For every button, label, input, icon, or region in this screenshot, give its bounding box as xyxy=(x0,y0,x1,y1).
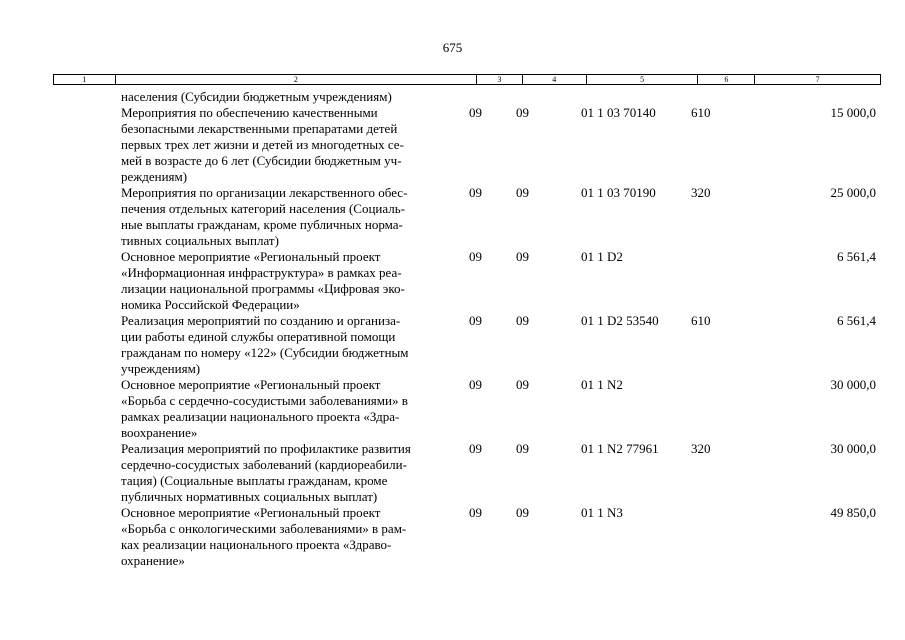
header-cell-3: 3 xyxy=(477,75,523,84)
amount: 6 561,4 xyxy=(837,313,876,328)
description-line: номика Российской Федерации» xyxy=(121,297,300,312)
amount: 49 850,0 xyxy=(830,505,876,520)
description-line: Реализация мероприятий по созданию и организа- xyxy=(121,313,401,328)
header-cell-2: 2 xyxy=(116,75,477,84)
page-number: 675 xyxy=(442,40,463,55)
description-line: Реализация мероприятий по профилактике развития xyxy=(121,441,411,456)
description-line: «Информационная инфраструктура» в рамках реа- xyxy=(121,265,402,280)
description-line: рамках реализации национального проекта «Здра- xyxy=(121,409,400,424)
amount: 6 561,4 xyxy=(837,249,876,264)
amount: 25 000,0 xyxy=(830,185,876,200)
expense-type-code: 320 xyxy=(691,441,711,456)
description-line: Мероприятия по обеспечению качественными xyxy=(121,105,378,120)
table-row xyxy=(0,89,905,105)
row-description xyxy=(121,105,461,185)
table-row xyxy=(0,377,905,441)
header-cell-1: 1 xyxy=(54,75,116,84)
description-line: гражданам по номеру «122» (Субсидии бюджетным xyxy=(121,345,409,360)
description-line: Мероприятия по организации лекарственного обес- xyxy=(121,185,408,200)
description-line: тивных социальных выплат) xyxy=(121,233,279,248)
description-line: лизации национальной программы «Цифровая эко- xyxy=(121,281,405,296)
description-line: печения отдельных категорий населения (Социаль- xyxy=(121,201,405,216)
target-article-code: 01 1 03 70140 xyxy=(581,105,656,120)
header-cell-4: 4 xyxy=(523,75,587,84)
description-line: Основное мероприятие «Региональный проект xyxy=(121,249,381,264)
header-cell-7: 7 xyxy=(815,75,820,84)
subsection-code: 09 xyxy=(516,505,529,520)
table-row xyxy=(0,105,905,185)
target-article-code: 01 1 N2 77961 xyxy=(581,441,659,456)
header-cell-5: 5 xyxy=(587,75,699,84)
description-line: ные выплаты гражданам, кроме публичных норма- xyxy=(121,217,403,232)
row-description xyxy=(121,377,461,441)
target-article-code: 01 1 N2 xyxy=(581,377,623,392)
row-description xyxy=(121,441,461,505)
subsection-code: 09 xyxy=(516,313,529,328)
table-row xyxy=(0,505,905,569)
table-row xyxy=(0,185,905,249)
description-line: ках реализации национального проекта «Здраво- xyxy=(121,537,392,552)
section-code: 09 xyxy=(469,441,482,456)
row-description xyxy=(121,185,461,249)
table-row xyxy=(0,313,905,377)
section-code: 09 xyxy=(469,313,482,328)
table-header-row xyxy=(53,74,881,85)
description-line: воохранение» xyxy=(121,425,198,440)
description-line: «Борьба с сердечно-сосудистыми заболеваниями» в xyxy=(121,393,408,408)
description-line: «Борьба с онкологическими заболеваниями» в рам- xyxy=(121,521,407,536)
target-article-code: 01 1 D2 xyxy=(581,249,623,264)
description-line: публичных нормативных социальных выплат) xyxy=(121,489,378,504)
subsection-code: 09 xyxy=(516,377,529,392)
section-code: 09 xyxy=(469,505,482,520)
description-line: охранение» xyxy=(121,553,185,568)
row-description xyxy=(121,505,461,569)
expense-type-code: 610 xyxy=(691,105,711,120)
header-cell-6: 6 xyxy=(698,75,755,84)
expense-type-code: 320 xyxy=(691,185,711,200)
description-line: Основное мероприятие «Региональный проект xyxy=(121,505,381,520)
subsection-code: 09 xyxy=(516,249,529,264)
row-description xyxy=(121,249,461,313)
subsection-code: 09 xyxy=(516,105,529,120)
section-code: 09 xyxy=(469,105,482,120)
amount: 30 000,0 xyxy=(830,377,876,392)
amount: 30 000,0 xyxy=(830,441,876,456)
description-line: первых трех лет жизни и детей из многодетных се- xyxy=(121,137,404,152)
description-line: Основное мероприятие «Региональный проект xyxy=(121,377,381,392)
description-line: тация) (Социальные выплаты гражданам, кроме xyxy=(121,473,388,488)
description-line: населения (Субсидии бюджетным учреждениям) xyxy=(121,89,392,104)
target-article-code: 01 1 N3 xyxy=(581,505,623,520)
target-article-code: 01 1 D2 53540 xyxy=(581,313,659,328)
description-line: учреждениям) xyxy=(121,361,201,376)
section-code: 09 xyxy=(469,185,482,200)
expense-type-code: 610 xyxy=(691,313,711,328)
section-code: 09 xyxy=(469,377,482,392)
subsection-code: 09 xyxy=(516,441,529,456)
target-article-code: 01 1 03 70190 xyxy=(581,185,656,200)
row-description xyxy=(121,89,461,105)
row-description xyxy=(121,313,461,377)
table-body xyxy=(0,89,905,569)
subsection-code: 09 xyxy=(516,185,529,200)
section-code: 09 xyxy=(469,249,482,264)
description-line: ции работы единой службы оперативной помощи xyxy=(121,329,396,344)
description-line: сердечно-сосудистых заболеваний (кардиореабили- xyxy=(121,457,407,472)
description-line: безопасными лекарственными препаратами детей xyxy=(121,121,398,136)
table-row xyxy=(0,249,905,313)
description-line: мей в возрасте до 6 лет (Субсидии бюджетным уч- xyxy=(121,153,402,168)
amount: 15 000,0 xyxy=(830,105,876,120)
description-line: реждениям) xyxy=(121,169,188,184)
table-row xyxy=(0,441,905,505)
